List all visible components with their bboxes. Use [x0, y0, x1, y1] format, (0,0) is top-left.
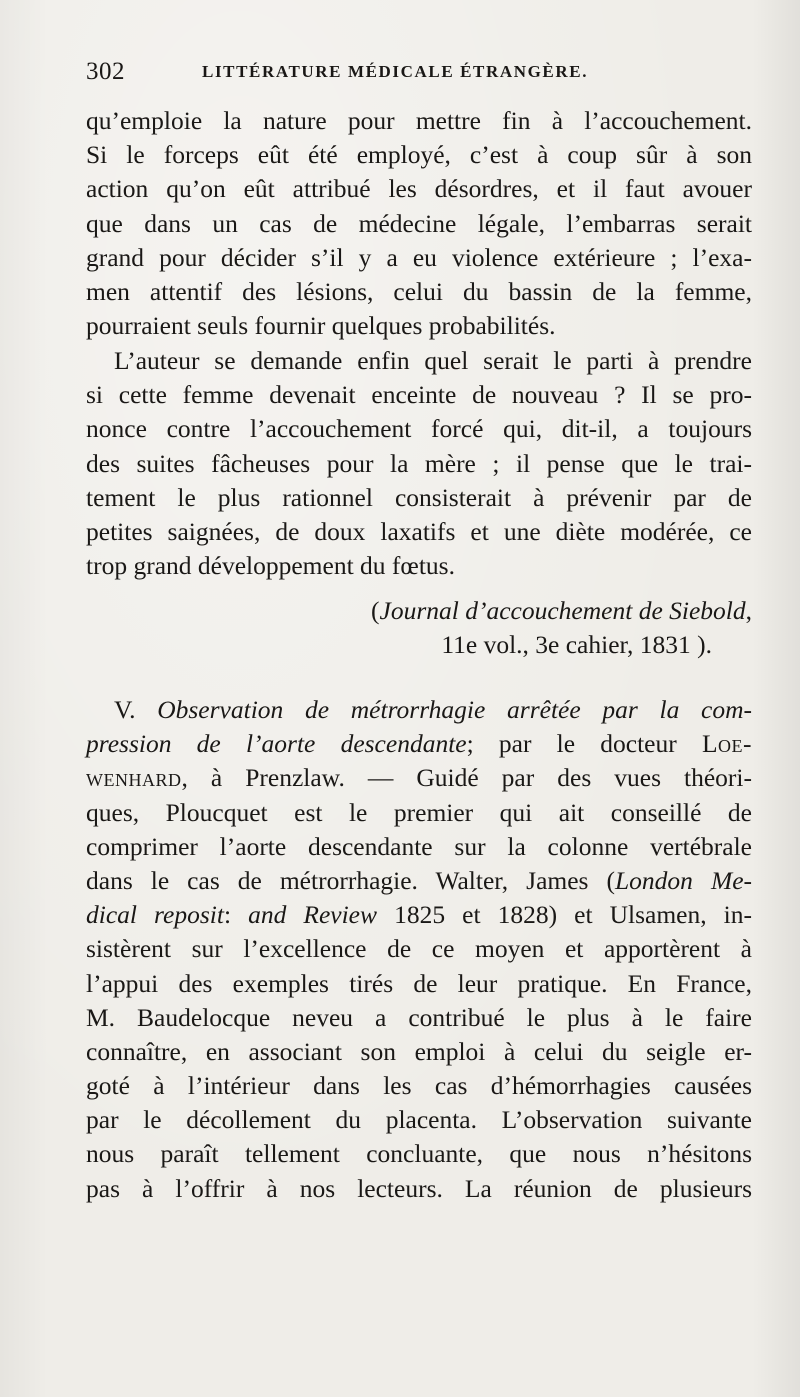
citation-comma: , — [745, 596, 752, 625]
text-line: qu’emploie la nature pour mettre fin à l’accouchement. — [86, 106, 752, 135]
paragraph-3 — [86, 693, 752, 1206]
text-line — [86, 761, 752, 795]
text-line — [86, 727, 752, 761]
article-title: Observation de métrorrhagie arrêtée par la com- — [157, 695, 753, 724]
text-line: sistèrent sur l’excellence de ce moyen et apportèrent à — [86, 934, 752, 964]
journal-title: and Review — [248, 900, 378, 930]
text-line: nous paraît tellement concluante, que nous n’hésitons — [86, 1139, 752, 1169]
paragraph-1 — [86, 104, 752, 343]
text-line: Si le forceps eût été employé, c’est à coup sûr à son — [86, 140, 752, 170]
text-line — [86, 693, 752, 727]
citation-line: 11e vol., 3e cahier, 1831 ). — [441, 630, 712, 660]
citation-title: Journal d’accouchement de Siebold — [379, 596, 746, 625]
text-line: ques, Ploucquet est le premier qui ait conseillé de — [86, 797, 752, 827]
text-fragment: : — [223, 900, 249, 930]
text-line: trop grand développement du fœtus. — [86, 551, 455, 581]
article-title: pression de l’aorte descendante — [86, 729, 467, 759]
text-line: pourraient seuls fournir quelques probabilités. — [86, 311, 556, 341]
journal-title: London Me- — [615, 865, 753, 895]
text-line: action qu’on eût attribué les désordres, et il faut avouer — [86, 174, 752, 204]
citation — [86, 594, 752, 662]
page-header — [86, 58, 786, 94]
text-line: par le décollement du placenta. L’observation suivante — [86, 1105, 752, 1135]
text-line: goté à l’intérieur dans les cas d’hémorrhagies causées — [86, 1071, 752, 1101]
journal-title: dical reposit — [86, 900, 224, 930]
text-line: comprimer l’aorte descendante sur la colonne vertébrale — [86, 831, 752, 861]
paragraph-2 — [86, 344, 752, 583]
text-fragment: , à Prenzlaw. — Guidé par des vues théori- — [181, 763, 752, 793]
text-line: que dans un cas de médecine légale, l’embarras serait — [86, 208, 752, 238]
text-line — [86, 864, 752, 898]
section-number: V. — [114, 695, 136, 724]
text-fragment: ; par le docteur — [466, 729, 677, 759]
text-line: petites saignées, de doux laxatifs et une diète modérée, ce — [86, 516, 752, 546]
text-line: l’appui des exemples tirés de leur pratique. En France, — [86, 968, 752, 998]
citation-line — [86, 594, 752, 628]
text-line: tement le plus rationnel consisterait à prévenir par de — [86, 482, 752, 512]
author-name: wenhard — [86, 763, 182, 793]
page-number: 302 — [86, 58, 125, 85]
text-line: pas à l’offrir à nos lecteurs. La réunion de plusieurs — [86, 1173, 752, 1203]
text-line: M. Baudelocque neveu a contribué le plus à le faire — [86, 1002, 752, 1032]
text-line: des suites fâcheuses pour la mère ; il pense que le trai- — [86, 448, 752, 478]
text-line: si cette femme devenait enceinte de nouveau ? Il se pro- — [86, 380, 752, 410]
text-line: grand pour décider s’il y a eu violence extérieure ; l’exa- — [86, 242, 752, 272]
text-fragment: dans le cas de métrorrhagie. Walter, James ( — [86, 865, 615, 895]
text-line: connaître, en associant son emploi à celui du seigle er- — [86, 1036, 752, 1066]
text-line: nonce contre l’accouchement forcé qui, dit-il, a toujours — [86, 414, 752, 444]
text-fragment: 1825 et 1828) et Ulsamen, in- — [377, 900, 752, 930]
text-line: men attentif des lésions, celui du bassin de la femme, — [86, 276, 752, 306]
author-name: Loe- — [701, 729, 753, 759]
text-line — [86, 898, 752, 932]
text-line: L’auteur se demande enfin quel serait le parti à prendre — [114, 346, 752, 375]
running-title: LITTÉRATURE MÉDICALE ÉTRANGÈRE. — [202, 62, 589, 81]
citation-paren: ( — [371, 596, 380, 625]
